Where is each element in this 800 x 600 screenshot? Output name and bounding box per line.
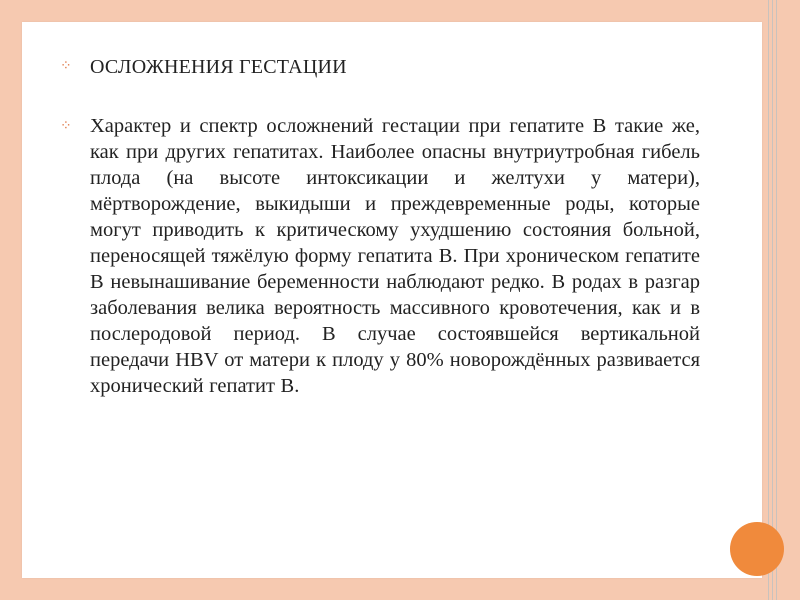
- title-row: [60, 53, 700, 81]
- body-row: [60, 113, 700, 399]
- slide-body-text: Характер и спектр осложнений гестации при гепатите B такие же, как при других гепатитах. Наиболее опасны внутриутробная гибель плода (на высоте интоксикации и желтухи у матери), мёртворождение, выкидыши и преждевременные роды, которые могут приводить к критическому ухудшению состояния больной, переносящей тяжёлую форму гепатита B. При хроническом гепатите B невынашивание беременности наблюдают редко. В родах в разгар заболевания велика вероятность массивного кровотечения, как и в послеродовой период. В случае состоявшейся вертикальной передачи HBV от матери к плоду у 80% новорождённых развивается хронический гепатит B.: [90, 115, 700, 397]
- border-line-3: [776, 0, 777, 600]
- slide-title: ОСЛОЖНЕНИЯ ГЕСТАЦИИ: [90, 56, 347, 78]
- slide-panel: [22, 22, 762, 578]
- bullet-icon: ⁘: [60, 59, 72, 74]
- border-line-2: [772, 0, 773, 600]
- slide-content: [60, 53, 700, 399]
- border-line-1: [768, 0, 769, 600]
- bullet-icon: ⁘: [60, 119, 72, 134]
- orange-circle-decoration: [730, 522, 784, 576]
